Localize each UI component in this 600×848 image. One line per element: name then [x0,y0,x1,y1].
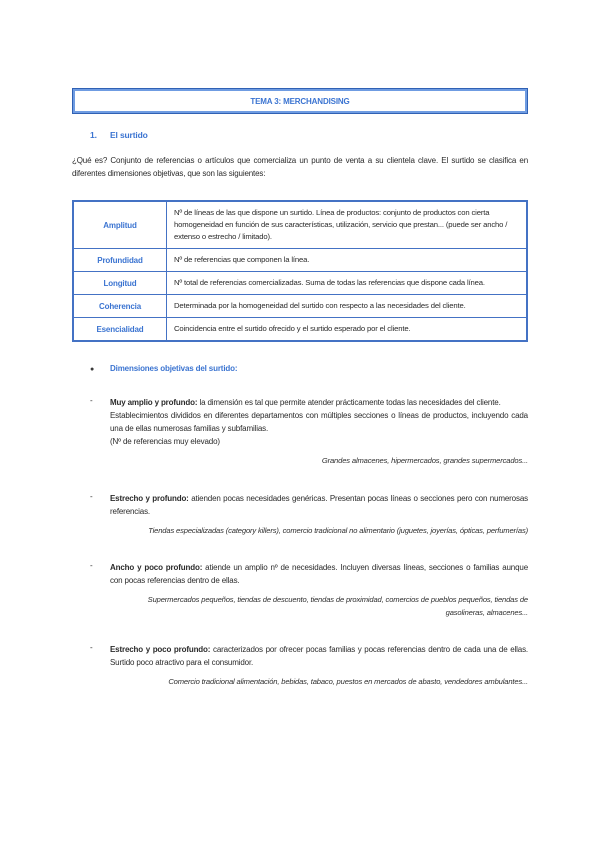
bullet-heading [72,364,528,376]
item-description: atiende un amplio nº de necesidades. Incluyen diversas líneas, secciones o familias aunque con pocas referencias dentro de ellas. [110,563,528,585]
item-description: la dimensión es tal que permite atender prácticamente todas las necesidades del cliente. [199,398,501,407]
table-term: Longitud [73,272,167,295]
table-row [73,249,527,272]
list-item [72,643,528,689]
table-term: Esencialidad [73,318,167,342]
list-item-body [110,561,528,619]
item-lead: Ancho y poco profundo: [110,563,203,572]
item-paragraph: Establecimientos divididos en diferentes departamentos con múltiples secciones o líneas de productos, incluyendo cada una de ellas numerosas familias y subfamilias. [110,411,528,433]
item-examples: Supermercados pequeños, tiendas de descuento, tiendas de proximidad, comercios de pueblos pequeños, tiendas de gasolineras, almacenes... [147,595,528,617]
bullet-heading-label: Dimensiones objetivas del surtido: [110,364,238,373]
list-item-body [110,492,528,538]
table-definition: Nº de líneas de las que dispone un surtido. Línea de productos: conjunto de productos con cierta homogeneidad en función de sus características, utilización, servicio que prestan... (puede ser ancho / extenso o estrecho / limitado). [167,201,528,249]
item-lead: Muy amplio y profundo: [110,398,198,407]
bullet-icon: ● [90,366,95,373]
item-text [110,396,528,409]
table-definition: Coincidencia entre el surtido ofrecido y el surtido esperado por el cliente. [167,318,528,342]
page-title: TEMA 3: MERCHANDISING [250,96,350,106]
list-item [72,561,528,619]
item-examples: Tiendas especializadas (category killers), comercio tradicional no alimentario (juguetes, joyerías, ópticas, perfumerías) [148,525,528,535]
table-term: Coherencia [73,295,167,318]
list-item [72,396,528,468]
table-term: Amplitud [73,201,167,249]
item-description: atienden pocas necesidades genéricas. Presentan pocas líneas o secciones pero con numerosas referencias. [110,493,528,516]
title-banner [72,88,528,114]
table-definition: Determinada por la homogeneidad del surtido con respecto a las necesidades del cliente. [167,295,528,318]
intro-paragraph: ¿Qué es? Conjunto de referencias o artículos que comercializa un punto de venta a su clientela clave. El surtido se clasifica en diferentes dimensiones objetivas, que son las siguientes: [72,156,528,178]
item-examples: Comercio tradicional alimentación, bebidas, tabaco, puestos en mercados de abasto, vendedores ambulantes... [168,677,528,686]
item-text [110,561,528,587]
section-title: El surtido [110,130,148,140]
item-lead: Estrecho y poco profundo: [110,645,211,654]
section-heading [72,130,528,140]
table-definition: Nº de referencias que componen la línea. [167,249,528,272]
page-content [72,88,528,689]
table-row [73,272,527,295]
list-item-body [110,396,528,468]
item-lead: Estrecho y profundo: [110,493,189,503]
dash-icon: - [90,643,93,652]
dash-icon: - [90,561,93,570]
item-text [110,492,528,518]
section-number: 1. [90,130,97,140]
list-item [72,492,528,538]
list-item-body [110,643,528,689]
table-term: Profundidad [73,249,167,272]
dash-icon: - [90,396,93,405]
dimensions-table [72,200,528,342]
dash-icon: - [90,491,93,501]
item-text [110,643,528,669]
table-row [73,201,527,249]
item-note: (Nº de referencias muy elevado) [110,437,220,446]
table-row [73,295,527,318]
item-examples: Grandes almacenes, hipermercados, grandes supermercados... [321,456,528,465]
table-definition: Nº total de referencias comercializadas. Suma de todas las referencias que dispone cada línea. [167,272,528,295]
table-row [73,318,527,342]
item-description: caracterizados por ofrecer pocas familias y pocas referencias dentro de cada una de ellas. Surtido poco atractivo para el consumidor. [110,645,528,667]
